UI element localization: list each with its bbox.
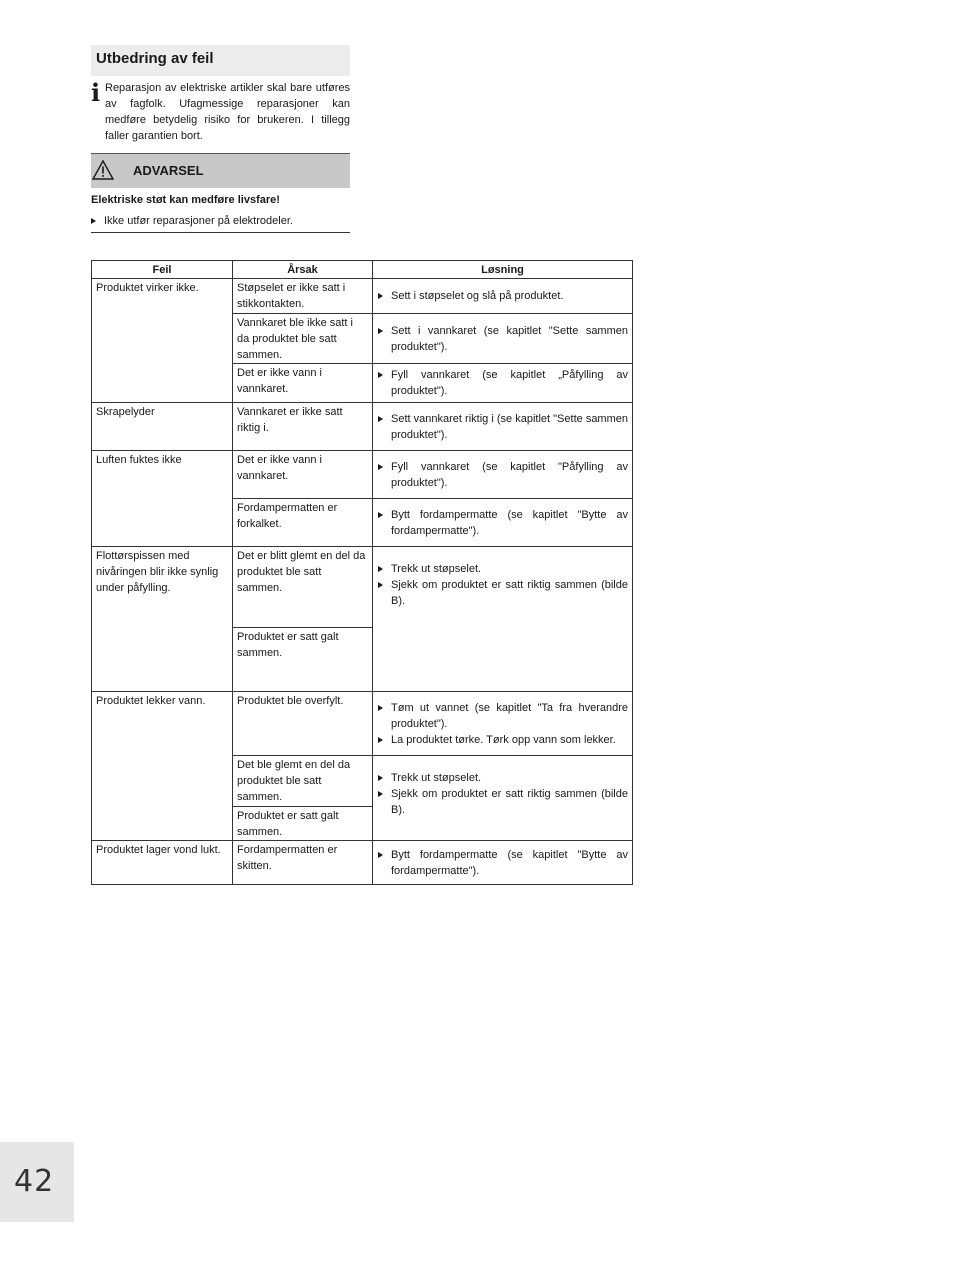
solution-text: Bytt fordampermatte (se kapitlet "Bytte av fordampermatte"). [391, 848, 628, 877]
solution-item [378, 732, 628, 748]
bullet-arrow-icon [378, 372, 383, 378]
solution-text: Sett i støpselet og slå på produktet. [391, 290, 564, 302]
cause-cell: Det ble glemt en del da produktet ble satt sammen. [233, 756, 373, 807]
header-solution: Løsning [373, 261, 633, 279]
fault-cell: Produktet virker ikke. [92, 279, 233, 403]
solution-item [378, 288, 628, 304]
cause-cell: Støpselet er ikke satt i stikkontakten. [233, 279, 373, 314]
table-row [92, 692, 633, 756]
bullet-arrow-icon [378, 737, 383, 743]
fault-cell: Luften fuktes ikke [92, 451, 233, 547]
table-row [92, 403, 633, 451]
solution-text: Bytt fordampermatte (se kapitlet "Bytte av fordampermatte"). [391, 508, 628, 537]
bullet-arrow-icon [378, 566, 383, 572]
info-icon: i [91, 78, 101, 107]
solution-text: Fyll vannkaret (se kapitlet „Påfylling av produktet"). [391, 369, 628, 397]
solution-text: Trekk ut støpselet. [391, 563, 482, 575]
warning-item-text: Ikke utfør reparasjoner på elektrodeler. [104, 215, 293, 227]
bullet-arrow-icon [378, 416, 383, 422]
bullet-arrow-icon [378, 464, 383, 470]
fault-cell: Produktet lekker vann. [92, 692, 233, 841]
solution-cell [373, 451, 633, 499]
cause-cell: Produktet er satt galt sammen. [233, 807, 373, 841]
cause-cell: Vannkaret er ikke satt riktig i. [233, 403, 373, 451]
solution-text: Sjekk om produktet er satt riktig sammen (bilde B). [391, 788, 628, 816]
bullet-arrow-icon [378, 791, 383, 797]
info-text: Reparasjon av elektriske artikler skal bare utføres av fagfolk. Ufagmessige reparasjoner kan medføre betydelig risiko for brukeren. I tillegg faller garantien bort. [105, 82, 350, 142]
solution-item [378, 323, 628, 355]
cause-cell: Det er ikke vann i vannkaret. [233, 451, 373, 499]
solution-cell [373, 756, 633, 841]
page-number: 42 [14, 1164, 55, 1199]
solution-cell [373, 547, 633, 692]
solution-text: Sett vannkaret riktig i (se kapitlet "Sette sammen produktet"). [391, 412, 628, 441]
header-fault: Feil [92, 261, 233, 279]
bullet-arrow-icon [378, 512, 383, 518]
table-row [92, 547, 633, 628]
fault-cell: Produktet lager vond lukt. [92, 841, 233, 885]
warning-banner [91, 153, 350, 188]
table-row [92, 841, 633, 885]
solution-cell [373, 364, 633, 403]
cause-cell: Det er blitt glemt en del da produktet ble satt sammen. [233, 547, 373, 628]
solution-item [378, 700, 628, 732]
solution-text: Tøm ut vannet (se kapitlet "Ta fra hverandre produktet"). [391, 701, 628, 730]
solution-item [378, 786, 628, 818]
solution-item [378, 577, 628, 609]
solution-item [378, 770, 628, 786]
warning-body [91, 192, 350, 229]
cause-cell: Vannkaret ble ikke satt i da produktet ble satt sammen. [233, 314, 373, 364]
bullet-arrow-icon [378, 328, 383, 334]
header-cause: Årsak [233, 261, 373, 279]
info-note [91, 80, 350, 144]
warning-triangle-icon [92, 160, 114, 180]
solution-item [378, 459, 628, 491]
table-header-row [92, 261, 633, 279]
solution-cell [373, 499, 633, 547]
solution-text: Trekk ut støpselet. [391, 772, 482, 784]
solution-item [378, 411, 628, 443]
solution-cell [373, 692, 633, 756]
warning-list-item [91, 213, 350, 229]
section-heading: Utbedring av feil [91, 45, 350, 76]
cause-cell: Det er ikke vann i vannkaret. [233, 364, 373, 403]
table-row [92, 279, 633, 314]
solution-cell [373, 403, 633, 451]
fault-cell: Flottørspissen med nivåringen blir ikke synlig under påfylling. [92, 547, 233, 692]
cause-cell: Fordampermatten er forkalket. [233, 499, 373, 547]
bullet-arrow-icon [378, 705, 383, 711]
solution-cell [373, 314, 633, 364]
solution-text: La produktet tørke. Tørk opp vann som lekker. [391, 733, 616, 746]
warning-divider [91, 232, 350, 233]
solution-item [378, 561, 628, 577]
troubleshooting-table [91, 260, 633, 885]
solution-cell [373, 841, 633, 885]
solution-text: Sett i vannkaret (se kapitlet "Sette sammen produktet"). [391, 324, 628, 353]
solution-text: Fyll vannkaret (se kapitlet "Påfylling av produktet"). [391, 460, 628, 489]
solution-text: Sjekk om produktet er satt riktig sammen (bilde B). [391, 579, 628, 607]
solution-item [378, 847, 628, 879]
solution-cell [373, 279, 633, 314]
solution-item [378, 507, 628, 539]
warning-lead: Elektriske støt kan medføre livsfare! [91, 194, 280, 206]
cause-cell: Produktet er satt galt sammen. [233, 628, 373, 692]
cause-cell: Produktet ble overfylt. [233, 692, 373, 756]
bullet-arrow-icon [378, 852, 383, 858]
bullet-arrow-icon [378, 293, 383, 299]
cause-cell: Fordampermatten er skitten. [233, 841, 373, 885]
bullet-arrow-icon [91, 218, 96, 224]
page-number-box [0, 1142, 74, 1222]
solution-item [378, 367, 628, 399]
table-row [92, 451, 633, 499]
bullet-arrow-icon [378, 582, 383, 588]
bullet-arrow-icon [378, 775, 383, 781]
warning-title: ADVARSEL [133, 163, 204, 178]
fault-cell: Skrapelyder [92, 403, 233, 451]
